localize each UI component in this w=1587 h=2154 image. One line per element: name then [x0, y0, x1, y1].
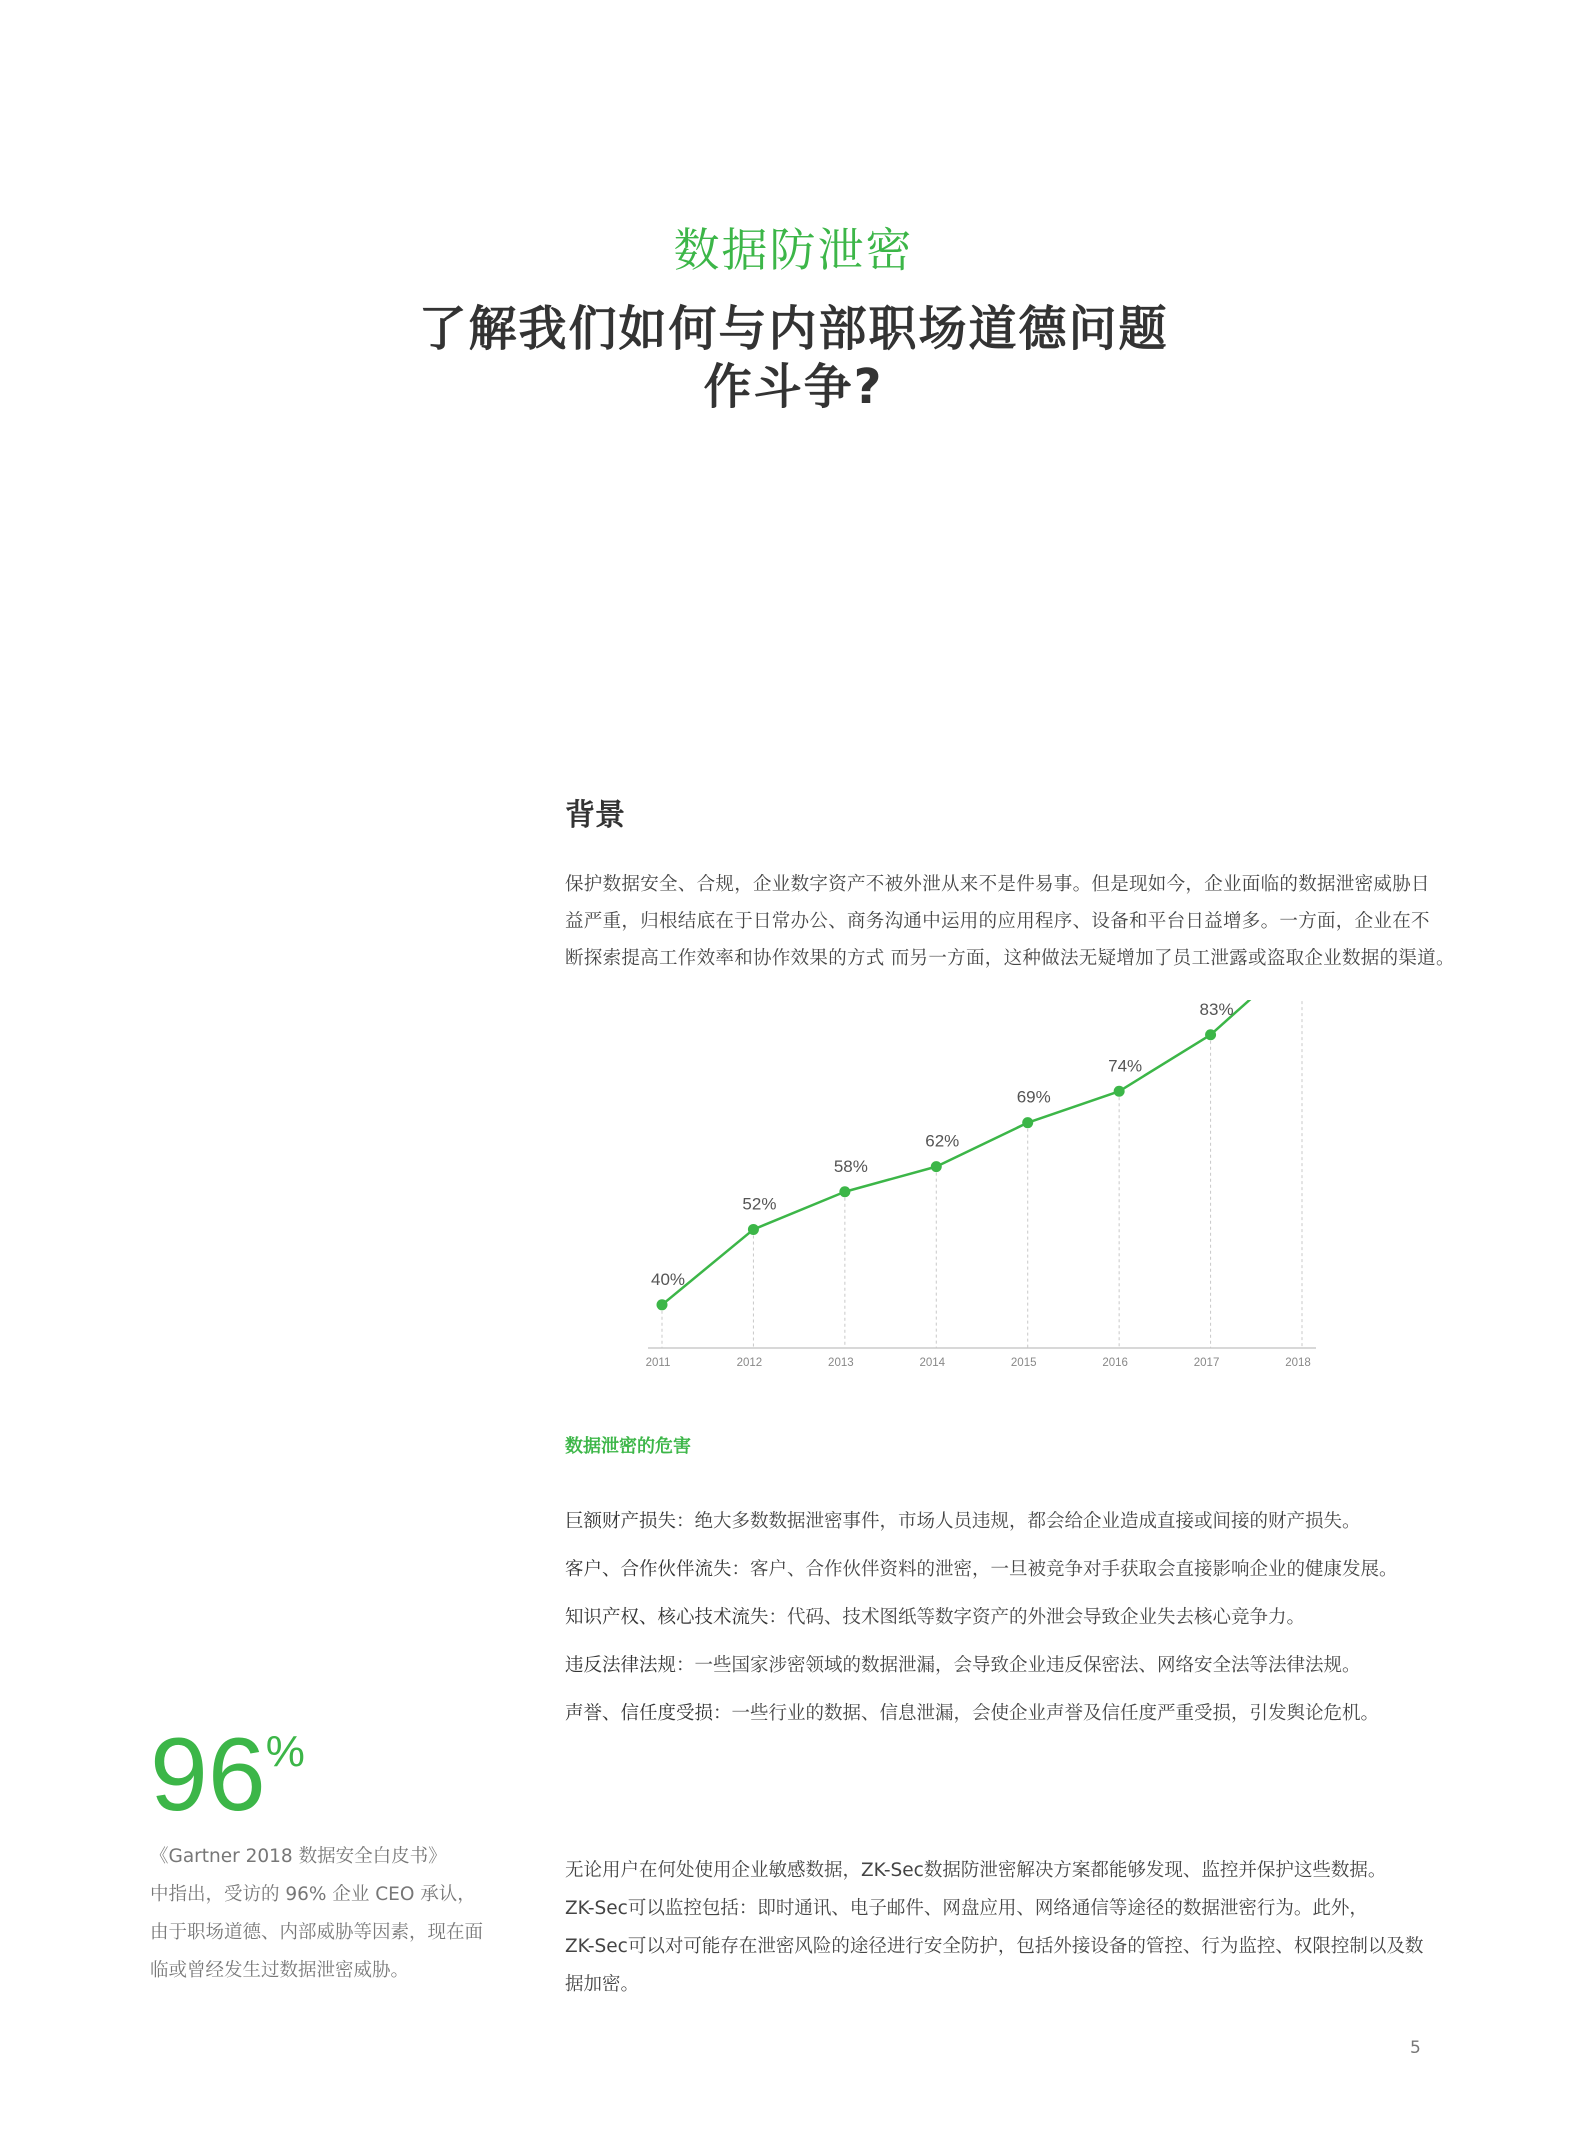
x-tick-label: 2017 — [1193, 1357, 1220, 1369]
data-point — [1205, 1029, 1216, 1040]
harm-term: 巨额财产损失 — [565, 1511, 677, 1532]
stat-unit: % — [265, 1727, 305, 1776]
harm-description: ：一些国家涉密领域的数据泄漏，会导致企业违反保密法、网络安全法等法律法规。 — [676, 1655, 1361, 1676]
harm-description: ：客户、合作伙伴资料的泄密，一旦被竞争对手获取会直接影响企业的健康发展。 — [731, 1559, 1398, 1580]
closing-line: ZK-Sec可以对可能存在泄密风险的途径进行安全防护，包括外接设备的管控、行为监控、权限控制以及数 — [565, 1936, 1424, 1957]
data-point — [1022, 1117, 1033, 1128]
harm-description: ：一些行业的数据、信息泄漏，会使企业声誉及信任度严重受损，引发舆论危机。 — [713, 1703, 1380, 1724]
closing-paragraph — [565, 1852, 1435, 2004]
harm-term: 违反法律法规 — [565, 1655, 677, 1676]
stat-callout — [150, 1717, 510, 1990]
stat-caption-line: 临或曾经发生过数据泄密威胁。 — [150, 1960, 410, 1981]
section-tag: 数据防泄密 — [673, 223, 914, 277]
page-title-line-2: 作斗争? — [703, 359, 884, 415]
stat-number — [150, 1717, 510, 1833]
data-point — [748, 1224, 759, 1235]
data-point — [931, 1161, 942, 1172]
x-tick-label: 2011 — [645, 1357, 671, 1369]
harm-term: 客户、合作伙伴流失 — [565, 1559, 732, 1580]
harm-item — [565, 1498, 1435, 1546]
background-line: 益严重，归根结底在于日常办公、商务沟通中运用的应用程序、设备和平台日益增多。一方面，企业在不 — [565, 911, 1430, 932]
x-tick-label: 2015 — [1010, 1357, 1037, 1369]
stat-caption — [150, 1838, 510, 1990]
data-label: 40% — [650, 1269, 686, 1289]
page-number: 5 — [1410, 2038, 1421, 2058]
data-point — [1114, 1086, 1125, 1097]
harm-term: 声誉、信任度受损 — [565, 1703, 714, 1724]
line-chart — [640, 1000, 1340, 1400]
harm-description: ：绝大多数数据泄密事件，市场人员违规，都会给企业造成直接或间接的财产损失。 — [676, 1511, 1361, 1532]
data-label: 58% — [833, 1156, 868, 1176]
background-line: 保护数据安全、合规，企业数字资产不被外泄从来不是件易事。但是现如今，企业面临的数据泄密威胁日 — [565, 874, 1430, 895]
closing-line: ZK-Sec可以监控包括：即时通讯、电子邮件、网盘应用、网络通信等途径的数据泄密行为。此外， — [565, 1898, 1368, 1919]
data-label: 62% — [925, 1131, 960, 1151]
background-paragraph — [565, 866, 1455, 977]
page-header — [0, 220, 1587, 416]
page-title-line-1: 了解我们如何与内部职场道德问题 — [418, 301, 1169, 357]
series-line — [662, 1000, 1302, 1305]
closing-line: 据加密。 — [565, 1974, 640, 1995]
harm-item — [565, 1546, 1435, 1594]
closing-line: 无论用户在何处使用企业敏感数据，ZK-Sec数据防泄密解决方案都能够发现、监控并保护这些数据。 — [565, 1860, 1387, 1881]
x-tick-label: 2012 — [736, 1357, 763, 1369]
data-label: 69% — [1016, 1087, 1051, 1107]
harm-item — [565, 1594, 1435, 1642]
page-title — [0, 300, 1587, 416]
x-tick-label: 2018 — [1285, 1357, 1311, 1369]
harm-term: 知识产权、核心技术流失 — [565, 1607, 769, 1628]
harms-heading: 数据泄密的危害 — [565, 1436, 691, 1457]
x-tick-label: 2013 — [828, 1357, 854, 1369]
data-label: 52% — [742, 1194, 777, 1214]
data-point — [839, 1186, 850, 1197]
harms-list — [565, 1498, 1435, 1738]
data-label: 83% — [1199, 1000, 1234, 1019]
stat-caption-line: 由于职场道德、内部威胁等因素，现在面 — [150, 1922, 484, 1943]
background-line: 断探索提高工作效率和协作效果的方式 而另一方面，这种做法无疑增加了员工泄露或盗取企业数据的渠道。 — [565, 948, 1455, 969]
x-tick-label: 2014 — [919, 1357, 946, 1369]
harm-item — [565, 1642, 1435, 1690]
stat-value: 96 — [150, 1717, 266, 1833]
data-label: 74% — [1108, 1056, 1143, 1076]
data-point — [657, 1299, 668, 1310]
harm-description: ：代码、技术图纸等数字资产的外泄会导致企业失去核心竞争力。 — [768, 1607, 1306, 1628]
line-chart-svg — [640, 1000, 1340, 1400]
background-heading: 背景 — [565, 798, 625, 833]
x-tick-label: 2016 — [1102, 1357, 1128, 1369]
harm-item — [565, 1690, 1435, 1738]
stat-caption-line: 中指出，受访的 96% 企业 CEO 承认， — [150, 1884, 476, 1905]
stat-caption-line: 《Gartner 2018 数据安全白皮书》 — [150, 1846, 447, 1867]
